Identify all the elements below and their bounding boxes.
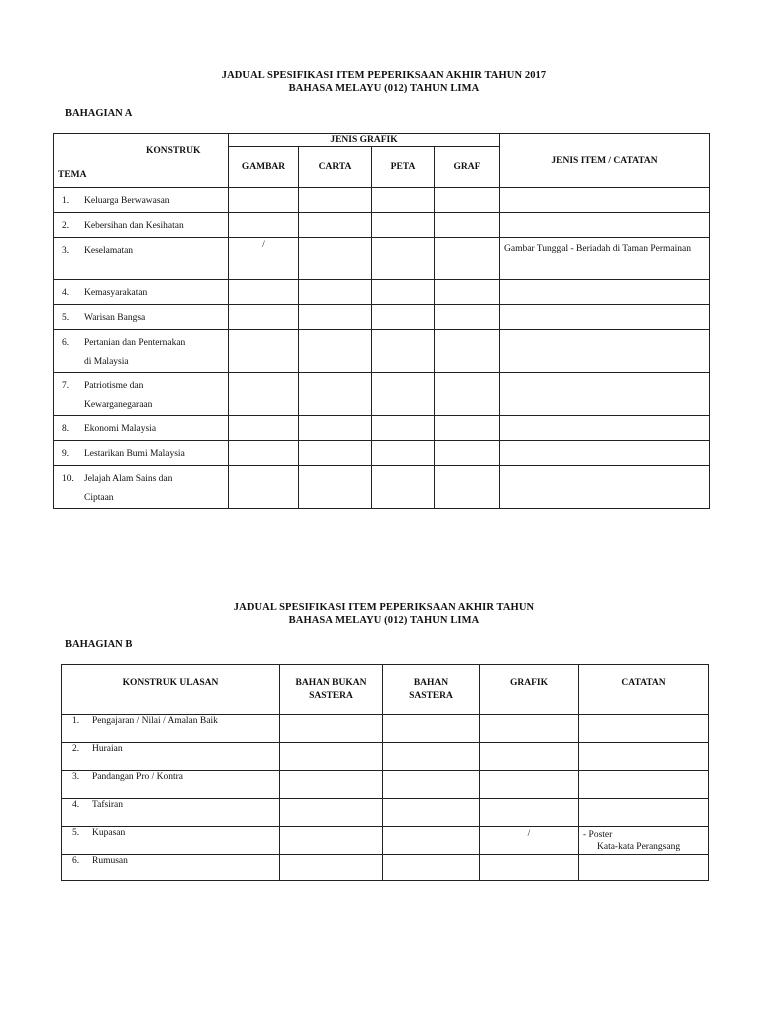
table-row — [54, 441, 710, 466]
ulasan-cell — [62, 715, 280, 743]
grafik-cell — [480, 799, 579, 827]
graf-cell — [435, 238, 500, 280]
theme-label: Warisan Bangsa — [84, 313, 146, 323]
catatan-header: CATATAN — [579, 665, 709, 715]
section-b-title-line1: JADUAL SPESIFIKASI ITEM PEPERIKSAAN AKHIR TAHUN — [233, 602, 535, 613]
theme-cell — [54, 466, 229, 509]
carta-cell — [299, 238, 372, 280]
row-number: 1. — [62, 196, 70, 206]
bahan-sastera-cell — [383, 743, 480, 771]
bahan-bukan-sastera-cell — [280, 771, 383, 799]
ulasan-cell — [62, 855, 280, 881]
row-number: 2. — [72, 744, 80, 754]
header-line: BAHAN — [413, 678, 449, 688]
note-line: Kata-kata Perangsang — [597, 842, 681, 852]
theme-label: Patriotisme dan — [84, 381, 144, 391]
catatan-cell — [579, 827, 709, 855]
row-number: 7. — [62, 381, 70, 391]
theme-label-continued: Ciptaan — [84, 493, 114, 503]
table-row — [54, 373, 710, 416]
peta-cell — [372, 373, 435, 416]
section-b-title-line2: BAHASA MELAYU (012) TAHUN LIMA — [288, 615, 480, 626]
bahan-bukan-sastera-cell — [280, 715, 383, 743]
theme-label: Ekonomi Malaysia — [84, 424, 157, 434]
peta-cell — [372, 280, 435, 305]
graf-cell — [435, 373, 500, 416]
catatan-cell — [579, 715, 709, 743]
konstruk-tema-header — [54, 134, 229, 188]
graf-cell — [435, 280, 500, 305]
theme-cell — [54, 416, 229, 441]
row-number: 2. — [62, 221, 70, 231]
gambar-cell — [229, 188, 299, 213]
graf-cell — [435, 416, 500, 441]
table-row — [62, 827, 709, 855]
table-row — [62, 771, 709, 799]
note-line: - Poster — [583, 830, 613, 840]
carta-cell — [299, 188, 372, 213]
theme-cell — [54, 238, 229, 280]
theme-label: Lestarikan Bumi Malaysia — [84, 449, 185, 459]
table-row — [54, 188, 710, 213]
peta-cell — [372, 330, 435, 373]
bahan-bukan-sastera-header — [280, 665, 383, 715]
catatan-cell — [579, 799, 709, 827]
bahan-bukan-sastera-cell — [280, 827, 383, 855]
table-row — [54, 330, 710, 373]
theme-cell — [54, 373, 229, 416]
bahan-sastera-cell — [383, 771, 480, 799]
table-row — [54, 213, 710, 238]
table-section-b — [61, 664, 709, 881]
theme-cell — [54, 188, 229, 213]
section-a-label: BAHAGIAN A — [65, 108, 133, 119]
row-number: 3. — [72, 772, 80, 782]
table-row — [62, 855, 709, 881]
row-number: 4. — [72, 800, 80, 810]
graf-cell — [435, 213, 500, 238]
row-number: 6. — [62, 338, 70, 348]
tema-label: TEMA — [58, 170, 87, 180]
header-line: BAHAN BUKAN — [295, 678, 367, 688]
carta-cell — [299, 330, 372, 373]
catatan-cell — [579, 855, 709, 881]
gambar-cell — [229, 280, 299, 305]
gambar-cell — [229, 373, 299, 416]
gambar-cell — [229, 441, 299, 466]
table-row — [54, 466, 710, 509]
header-line: SASTERA — [309, 691, 353, 701]
peta-cell — [372, 466, 435, 509]
theme-cell — [54, 330, 229, 373]
grafik-header: GRAFIK — [480, 665, 579, 715]
note-cell — [500, 441, 710, 466]
bahan-sastera-cell — [383, 799, 480, 827]
peta-cell — [372, 441, 435, 466]
carta-header: CARTA — [299, 147, 372, 188]
peta-cell — [372, 238, 435, 280]
row-number: 10. — [62, 474, 74, 484]
carta-cell — [299, 213, 372, 238]
bahan-sastera-cell — [383, 855, 480, 881]
carta-cell — [299, 280, 372, 305]
theme-label: Pertanian dan Penternakan — [84, 338, 186, 348]
table-row — [54, 305, 710, 330]
gambar-cell — [229, 213, 299, 238]
theme-label-continued: Kewarganegaraan — [84, 400, 153, 410]
section-b-label: BAHAGIAN B — [65, 639, 133, 650]
row-number: 4. — [62, 288, 70, 298]
graf-header: GRAF — [435, 147, 500, 188]
bahan-bukan-sastera-cell — [280, 855, 383, 881]
grafik-cell — [480, 743, 579, 771]
ulasan-label: Rumusan — [92, 856, 128, 866]
peta-header: PETA — [372, 147, 435, 188]
grafik-cell: / — [480, 827, 579, 855]
row-number: 5. — [62, 313, 70, 323]
bahan-sastera-cell — [383, 715, 480, 743]
note-cell — [500, 188, 710, 213]
theme-cell — [54, 280, 229, 305]
theme-label: Keselamatan — [84, 246, 134, 256]
section-a-title-line1: JADUAL SPESIFIKASI ITEM PEPERIKSAAN AKHIR TAHUN 2017 — [221, 70, 547, 81]
gambar-cell — [229, 416, 299, 441]
peta-cell — [372, 305, 435, 330]
peta-cell — [372, 188, 435, 213]
bahan-bukan-sastera-cell — [280, 799, 383, 827]
gambar-cell — [229, 466, 299, 509]
row-number: 9. — [62, 449, 70, 459]
catatan-cell — [579, 771, 709, 799]
carta-cell — [299, 441, 372, 466]
ulasan-label: Pengajaran / Nilai / Amalan Baik — [92, 716, 218, 726]
grafik-cell — [480, 771, 579, 799]
graf-cell — [435, 441, 500, 466]
section-a-title-line2: BAHASA MELAYU (012) TAHUN LIMA — [288, 83, 480, 94]
peta-cell — [372, 416, 435, 441]
note-cell: Gambar Tunggal - Beriadah di Taman Permainan — [500, 238, 710, 280]
graf-cell — [435, 466, 500, 509]
theme-label: Kemasyarakatan — [84, 288, 148, 298]
table-row — [54, 280, 710, 305]
ulasan-cell — [62, 771, 280, 799]
theme-cell — [54, 213, 229, 238]
konstruk-ulasan-header: KONSTRUK ULASAN — [62, 665, 280, 715]
theme-label: Jelajah Alam Sains dan — [84, 474, 173, 484]
bahan-sastera-cell — [383, 827, 480, 855]
row-number: 3. — [62, 246, 70, 256]
jenis-grafik-header: JENIS GRAFIK — [229, 134, 500, 147]
note-cell — [500, 330, 710, 373]
jenis-item-header: JENIS ITEM / CATATAN — [500, 134, 710, 188]
note-cell — [500, 416, 710, 441]
row-number: 6. — [72, 856, 80, 866]
grafik-cell — [480, 715, 579, 743]
bahan-bukan-sastera-cell — [280, 743, 383, 771]
ulasan-label: Huraian — [92, 744, 123, 754]
gambar-cell — [229, 305, 299, 330]
note-cell — [500, 466, 710, 509]
theme-cell — [54, 305, 229, 330]
gambar-header: GAMBAR — [229, 147, 299, 188]
grafik-cell — [480, 855, 579, 881]
table-row — [62, 799, 709, 827]
ulasan-label: Kupasan — [92, 828, 126, 838]
row-number: 5. — [72, 828, 80, 838]
ulasan-cell — [62, 743, 280, 771]
konstruk-label: KONSTRUK — [146, 146, 201, 156]
row-number: 8. — [62, 424, 70, 434]
note-cell — [500, 373, 710, 416]
note-cell — [500, 213, 710, 238]
table-row — [54, 238, 710, 280]
table-section-a — [53, 133, 710, 509]
ulasan-cell — [62, 799, 280, 827]
bahan-sastera-header — [383, 665, 480, 715]
note-cell — [500, 305, 710, 330]
row-number: 1. — [72, 716, 80, 726]
theme-label: Kebersihan dan Kesihatan — [84, 221, 184, 231]
graf-cell — [435, 188, 500, 213]
table-row — [62, 743, 709, 771]
ulasan-label: Pandangan Pro / Kontra — [92, 772, 184, 782]
table-row — [54, 416, 710, 441]
ulasan-cell — [62, 827, 280, 855]
table-row — [62, 715, 709, 743]
graf-cell — [435, 330, 500, 373]
theme-label: Keluarga Berwawasan — [84, 196, 170, 206]
note-cell — [500, 280, 710, 305]
gambar-cell: / — [229, 238, 299, 280]
catatan-cell — [579, 743, 709, 771]
ulasan-label: Tafsiran — [92, 800, 123, 810]
gambar-cell — [229, 330, 299, 373]
carta-cell — [299, 416, 372, 441]
carta-cell — [299, 373, 372, 416]
theme-label-continued: di Malaysia — [84, 357, 129, 367]
graf-cell — [435, 305, 500, 330]
peta-cell — [372, 213, 435, 238]
carta-cell — [299, 305, 372, 330]
theme-cell — [54, 441, 229, 466]
header-line: SASTERA — [409, 691, 453, 701]
carta-cell — [299, 466, 372, 509]
